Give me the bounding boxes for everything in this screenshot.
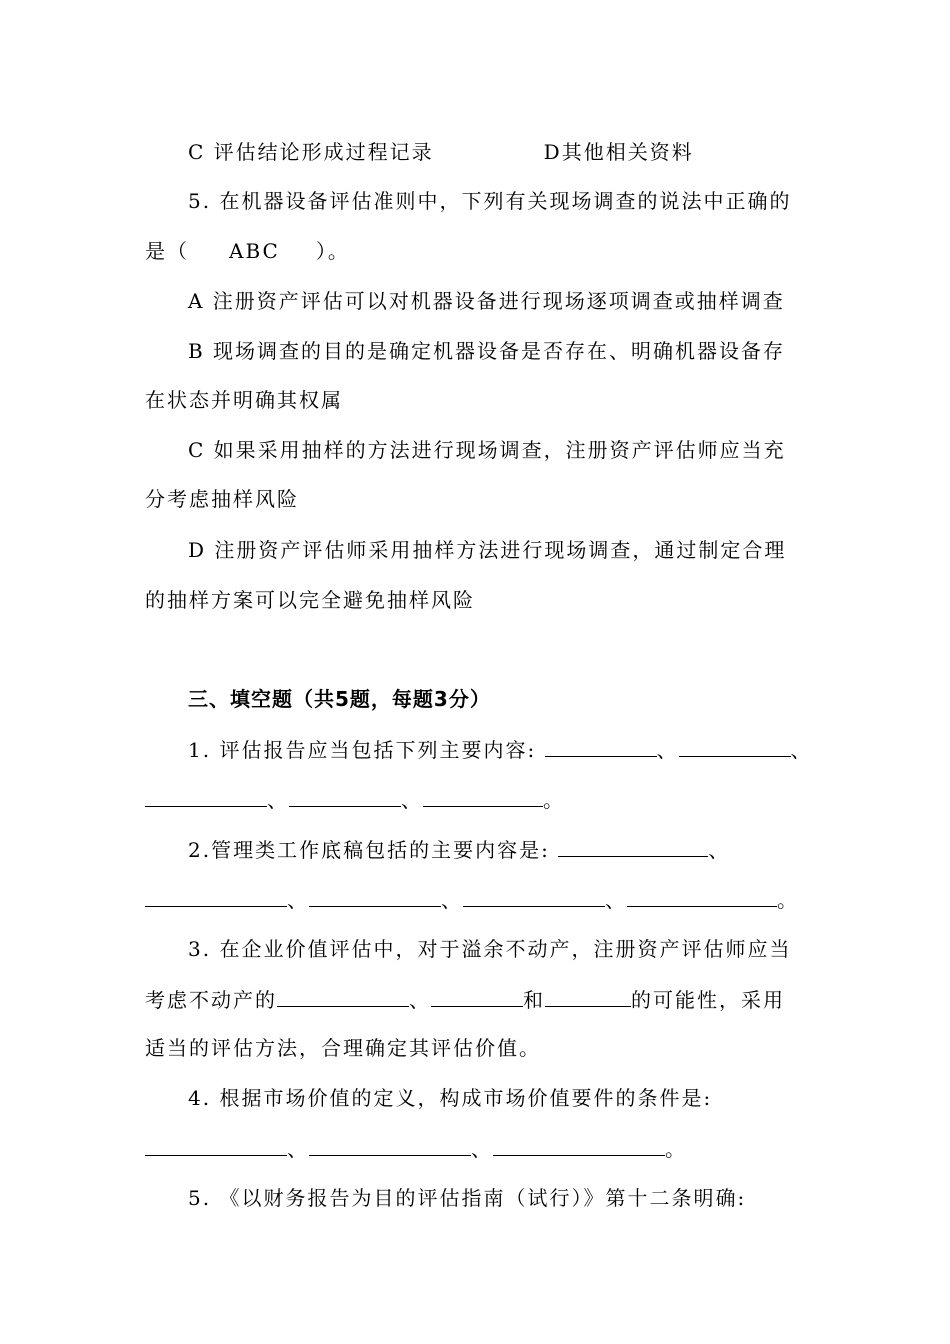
option-c-line-2: 分考虑抽样风险 [145, 487, 299, 511]
fill-3-line-3: 适当的评估方法，合理确定其评估价值。 [145, 1036, 541, 1060]
blank-field [145, 784, 267, 807]
blank-field [627, 884, 777, 907]
fill-2-line-2 [145, 884, 815, 915]
fill-3-line-1: 3. 在企业价值评估中，对于溢余不动产，注册资产评估师应当 [188, 937, 792, 961]
fill-4-line-1: 4. 根据市场价值的定义，构成市场价值要件的条件是: [188, 1086, 713, 1110]
separator: 、 [790, 738, 813, 762]
answer-value: ABC [229, 239, 280, 263]
end-mark: 。 [543, 788, 565, 812]
fill-1-line-1 [188, 734, 858, 765]
option-c-text: C 评估结论形成过程记录 [188, 140, 434, 164]
end-mark: 。 [777, 888, 799, 912]
blank-field [545, 984, 631, 1007]
separator: 、 [441, 888, 463, 912]
fill-3-text-c: 的可能性，采用 [631, 988, 785, 1012]
separator: 、 [287, 1137, 309, 1161]
blank-field [277, 984, 409, 1007]
separator: 、 [401, 788, 423, 812]
option-a: A 注册资产评估可以对机器设备进行现场逐项调查或抽样调查 [188, 289, 785, 313]
separator: 、 [287, 888, 309, 912]
blank-field [423, 784, 543, 807]
option-b-line-1: B 现场调查的目的是确定机器设备是否存在、明确机器设备存 [188, 339, 786, 363]
blank-field [289, 784, 401, 807]
fill-4-line-2 [145, 1133, 815, 1164]
question-5-line-1: 5. 在机器设备评估准则中，下列有关现场调查的说法中正确的 [188, 189, 792, 213]
separator: 、 [708, 838, 731, 862]
blank-field [558, 834, 708, 857]
option-d-text: D其他相关资料 [543, 140, 694, 164]
fill-5-line-1: 5. 《以财务报告为目的评估指南（试行）》第十二条明确: [188, 1186, 747, 1210]
answer-close: ）。 [315, 239, 350, 263]
option-c-line-1: C 如果采用抽样的方法进行现场调查，注册资产评估师应当充 [188, 438, 786, 462]
option-d-line-2: 的抽样方案可以完全避免抽样风险 [145, 588, 475, 612]
section-heading: 三、填空题（共5题，每题3分） [188, 687, 491, 711]
fill-3-line-2 [145, 984, 815, 1015]
blank-field [493, 1133, 665, 1156]
fill-3-text-a: 考虑不动产的 [145, 988, 277, 1012]
blank-field [431, 984, 523, 1007]
separator: 、 [409, 988, 431, 1012]
fill-1-line-2 [145, 784, 815, 815]
blank-field [145, 884, 287, 907]
fill-2-text: 2.管理类工作底稿包括的主要内容是: [188, 838, 550, 862]
blank-field [309, 884, 441, 907]
blank-field [463, 884, 605, 907]
blank-field [679, 734, 791, 757]
question-5-line-2 [145, 236, 815, 266]
option-line-c-d [188, 137, 858, 167]
separator: 、 [605, 888, 627, 912]
blank-field [545, 734, 657, 757]
separator: 、 [656, 738, 679, 762]
fill-1-text: 1. 评估报告应当包括下列主要内容: [188, 738, 537, 762]
blank-field [145, 1133, 287, 1156]
end-mark: 。 [665, 1137, 687, 1161]
answer-open: 是（ [145, 239, 189, 263]
option-d-line-1: D 注册资产评估师采用抽样方法进行现场调查，通过制定合理 [188, 538, 787, 562]
option-b-line-2: 在状态并明确其权属 [145, 388, 343, 412]
fill-3-text-b: 和 [523, 988, 545, 1012]
fill-2-line-1 [188, 834, 858, 865]
blank-field [309, 1133, 471, 1156]
separator: 、 [471, 1137, 493, 1161]
separator: 、 [267, 788, 289, 812]
